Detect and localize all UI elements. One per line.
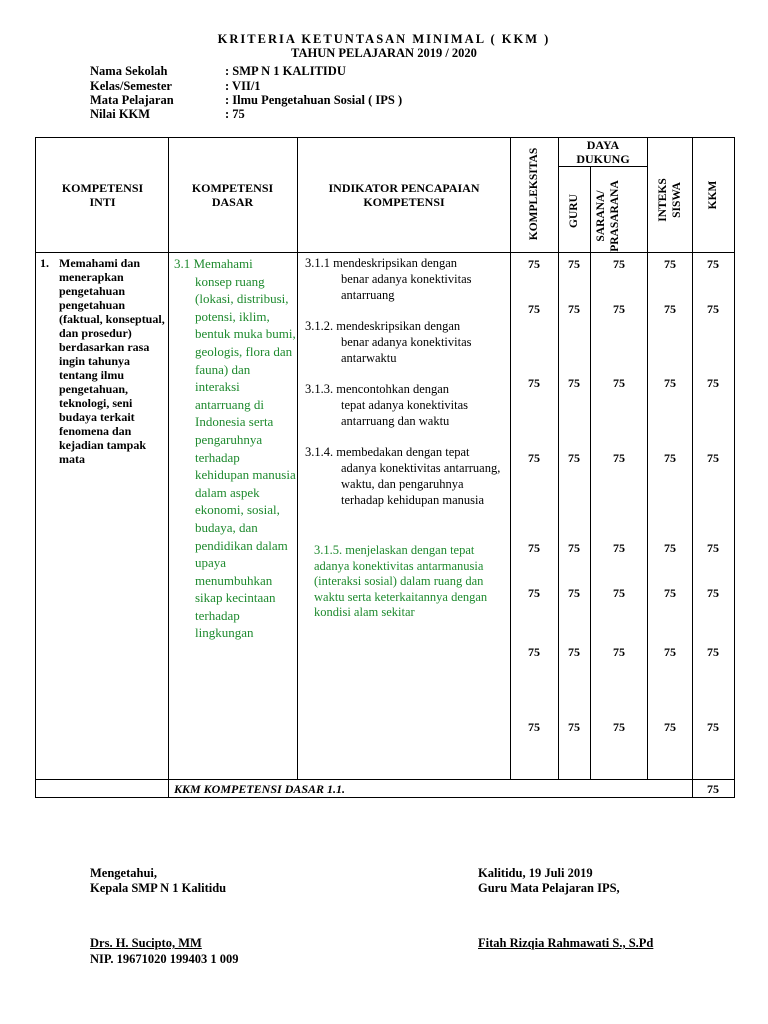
score-kkm: 75	[707, 720, 719, 734]
indicator-text: benar adanya konektivitas antarwaktu	[341, 335, 472, 365]
table-border-bottom	[35, 797, 735, 798]
sign-right-line1: Kalitidu, 19 Juli 2019	[478, 866, 593, 880]
indicator-3-1-5: 3.1.5. menjelaskan dengan tepat adanya konektivitas antarmanusia (interaksi sosial) dalam ruang dan waktu serta keterkaitannya dengan kondisi alam sekitar	[314, 543, 488, 619]
score-guru: 75	[568, 720, 580, 734]
indicator-3-1-4	[305, 444, 507, 508]
info-label: Mata Pelajaran	[90, 93, 174, 107]
score-inteks-siswa: 75	[664, 720, 676, 734]
score-sarana-prasarana: 75	[613, 720, 625, 734]
score-kkm: 75	[707, 451, 719, 465]
score-kkm: 75	[707, 541, 719, 555]
info-label: Nama Sekolah	[90, 64, 168, 78]
col-line	[35, 137, 36, 798]
col-line	[734, 137, 735, 798]
kompetensi-dasar-cell	[174, 255, 296, 642]
kkm-kd-footer-label: KKM KOMPETENSI DASAR 1.1.	[174, 782, 346, 796]
score-kompleksitas: 75	[528, 451, 540, 465]
info-value: : Ilmu Pengetahuan Sosial ( IPS )	[225, 93, 403, 107]
indicator-3-1-3	[305, 381, 505, 429]
header-sarana-line1: SARANA/	[595, 190, 607, 242]
score-kompleksitas: 75	[528, 720, 540, 734]
indicator-first-line: 3.1.3. mencontohkan dengan	[305, 382, 450, 396]
indicator-text: adanya konektivitas antarruang, waktu, dan pengaruhnya terhadap kehidupan manusia	[341, 461, 501, 507]
score-guru: 75	[568, 586, 580, 600]
score-inteks-siswa: 75	[664, 451, 676, 465]
header-kompetensi-dasar: KOMPETENSI DASAR	[191, 181, 274, 209]
col-line	[590, 166, 591, 780]
score-kkm: 75	[707, 645, 719, 659]
indicator-3-1-2	[305, 318, 505, 366]
indicator-first-line: 3.1.2. mendeskripsikan dengan	[305, 319, 461, 333]
header-kkm: KKM	[707, 180, 719, 210]
col-line	[297, 137, 298, 780]
score-kkm: 75	[707, 302, 719, 316]
score-kkm: 75	[707, 257, 719, 271]
header-kompetensi-inti: KOMPETENSI INTI	[61, 181, 144, 209]
ki-number: 1.	[40, 256, 49, 270]
score-sarana-prasarana: 75	[613, 451, 625, 465]
info-value: : 75	[225, 107, 245, 121]
col-line	[647, 137, 648, 780]
document-title: KRITERIA KETUNTASAN MINIMAL ( KKM )	[217, 32, 551, 46]
header-inteks-line1: INTEKS	[657, 178, 669, 222]
indicator-first-line: 3.1.1 mendeskripsikan dengan	[305, 256, 458, 270]
header-guru: GURU	[568, 194, 580, 228]
indicator-text: tepat adanya konektivitas antarruang dan waktu	[341, 398, 469, 428]
info-value: : SMP N 1 KALITIDU	[225, 64, 346, 78]
score-sarana-prasarana: 75	[613, 541, 625, 555]
score-kompleksitas: 75	[528, 541, 540, 555]
score-kompleksitas: 75	[528, 376, 540, 390]
header-kompleksitas: KOMPLEKSITAS	[528, 147, 540, 241]
sign-right-line2: Guru Mata Pelajaran IPS,	[478, 881, 620, 895]
principal-name: Drs. H. Sucipto, MM	[90, 936, 202, 950]
daya-dukung-divider	[558, 166, 647, 167]
header-inteks-siswa	[656, 170, 684, 230]
col-line	[692, 137, 693, 798]
principal-nip: NIP. 19671020 199403 1 009	[90, 952, 239, 966]
score-kkm: 75	[707, 376, 719, 390]
score-sarana-prasarana: 75	[613, 302, 625, 316]
score-inteks-siswa: 75	[664, 586, 676, 600]
score-inteks-siswa: 75	[664, 376, 676, 390]
kd-text: konsep ruang (lokasi, distribusi, potensi, iklim, bentuk muka bumi, geologis, flora dan fauna) dan interaksi antarruang di Indonesia serta pengaruhnya terhadap kehidupan manusia dalam aspek ekonomi, sosial, budaya, dan pendidikan dalam upaya menumbuhkan sikap kecintaan terhadap lingkungan	[195, 273, 296, 641]
header-sarana-line2: PRASARANA	[609, 180, 621, 252]
info-label: Nilai KKM	[90, 107, 151, 121]
header-inteks-line2: SISWA	[671, 182, 683, 218]
score-inteks-siswa: 75	[664, 302, 676, 316]
score-guru: 75	[568, 645, 580, 659]
teacher-name: Fitah Rizqia Rahmawati S., S.Pd	[478, 936, 654, 950]
indicator-3-1-1	[305, 255, 505, 303]
body-divider	[35, 779, 735, 780]
score-kompleksitas: 75	[528, 302, 540, 316]
score-inteks-siswa: 75	[664, 257, 676, 271]
score-inteks-siswa: 75	[664, 541, 676, 555]
score-kompleksitas: 75	[528, 586, 540, 600]
score-sarana-prasarana: 75	[613, 376, 625, 390]
indicator-text: benar adanya konektivitas antarruang	[341, 272, 472, 302]
col-line	[168, 137, 169, 798]
header-divider	[35, 252, 735, 253]
score-sarana-prasarana: 75	[613, 645, 625, 659]
score-sarana-prasarana: 75	[613, 586, 625, 600]
score-kompleksitas: 75	[528, 257, 540, 271]
academic-year: TAHUN PELAJARAN 2019 / 2020	[291, 46, 477, 60]
header-daya-dukung: DAYA DUKUNG	[576, 138, 630, 166]
score-guru: 75	[568, 376, 580, 390]
score-guru: 75	[568, 541, 580, 555]
sign-left-line1: Mengetahui,	[90, 866, 158, 880]
header-sarana	[594, 176, 622, 256]
info-label: Kelas/Semester	[90, 79, 172, 93]
score-guru: 75	[568, 302, 580, 316]
kd-first-line: 3.1 Memahami	[174, 256, 253, 271]
sign-left-line2: Kepala SMP N 1 Kalitidu	[90, 881, 227, 895]
ki-text: Memahami dan menerapkan pengetahuan pengetahuan (faktual, konseptual, dan prosedur) berdasarkan rasa ingin tahunya tentang ilmu pengetahuan, teknologi, seni budaya terkait fenomena dan kejadian tampak mata	[59, 256, 165, 466]
kkm-kd-footer-value: 75	[707, 782, 719, 796]
score-sarana-prasarana: 75	[613, 257, 625, 271]
score-guru: 75	[568, 451, 580, 465]
score-kompleksitas: 75	[528, 645, 540, 659]
score-kkm: 75	[707, 586, 719, 600]
score-guru: 75	[568, 257, 580, 271]
info-value: : VII/1	[225, 79, 261, 93]
score-inteks-siswa: 75	[664, 645, 676, 659]
header-indikator: INDIKATOR PENCAPAIAN KOMPETENSI	[328, 181, 480, 209]
indicator-first-line: 3.1.4. membedakan dengan tepat	[305, 445, 470, 459]
col-line	[510, 137, 511, 780]
